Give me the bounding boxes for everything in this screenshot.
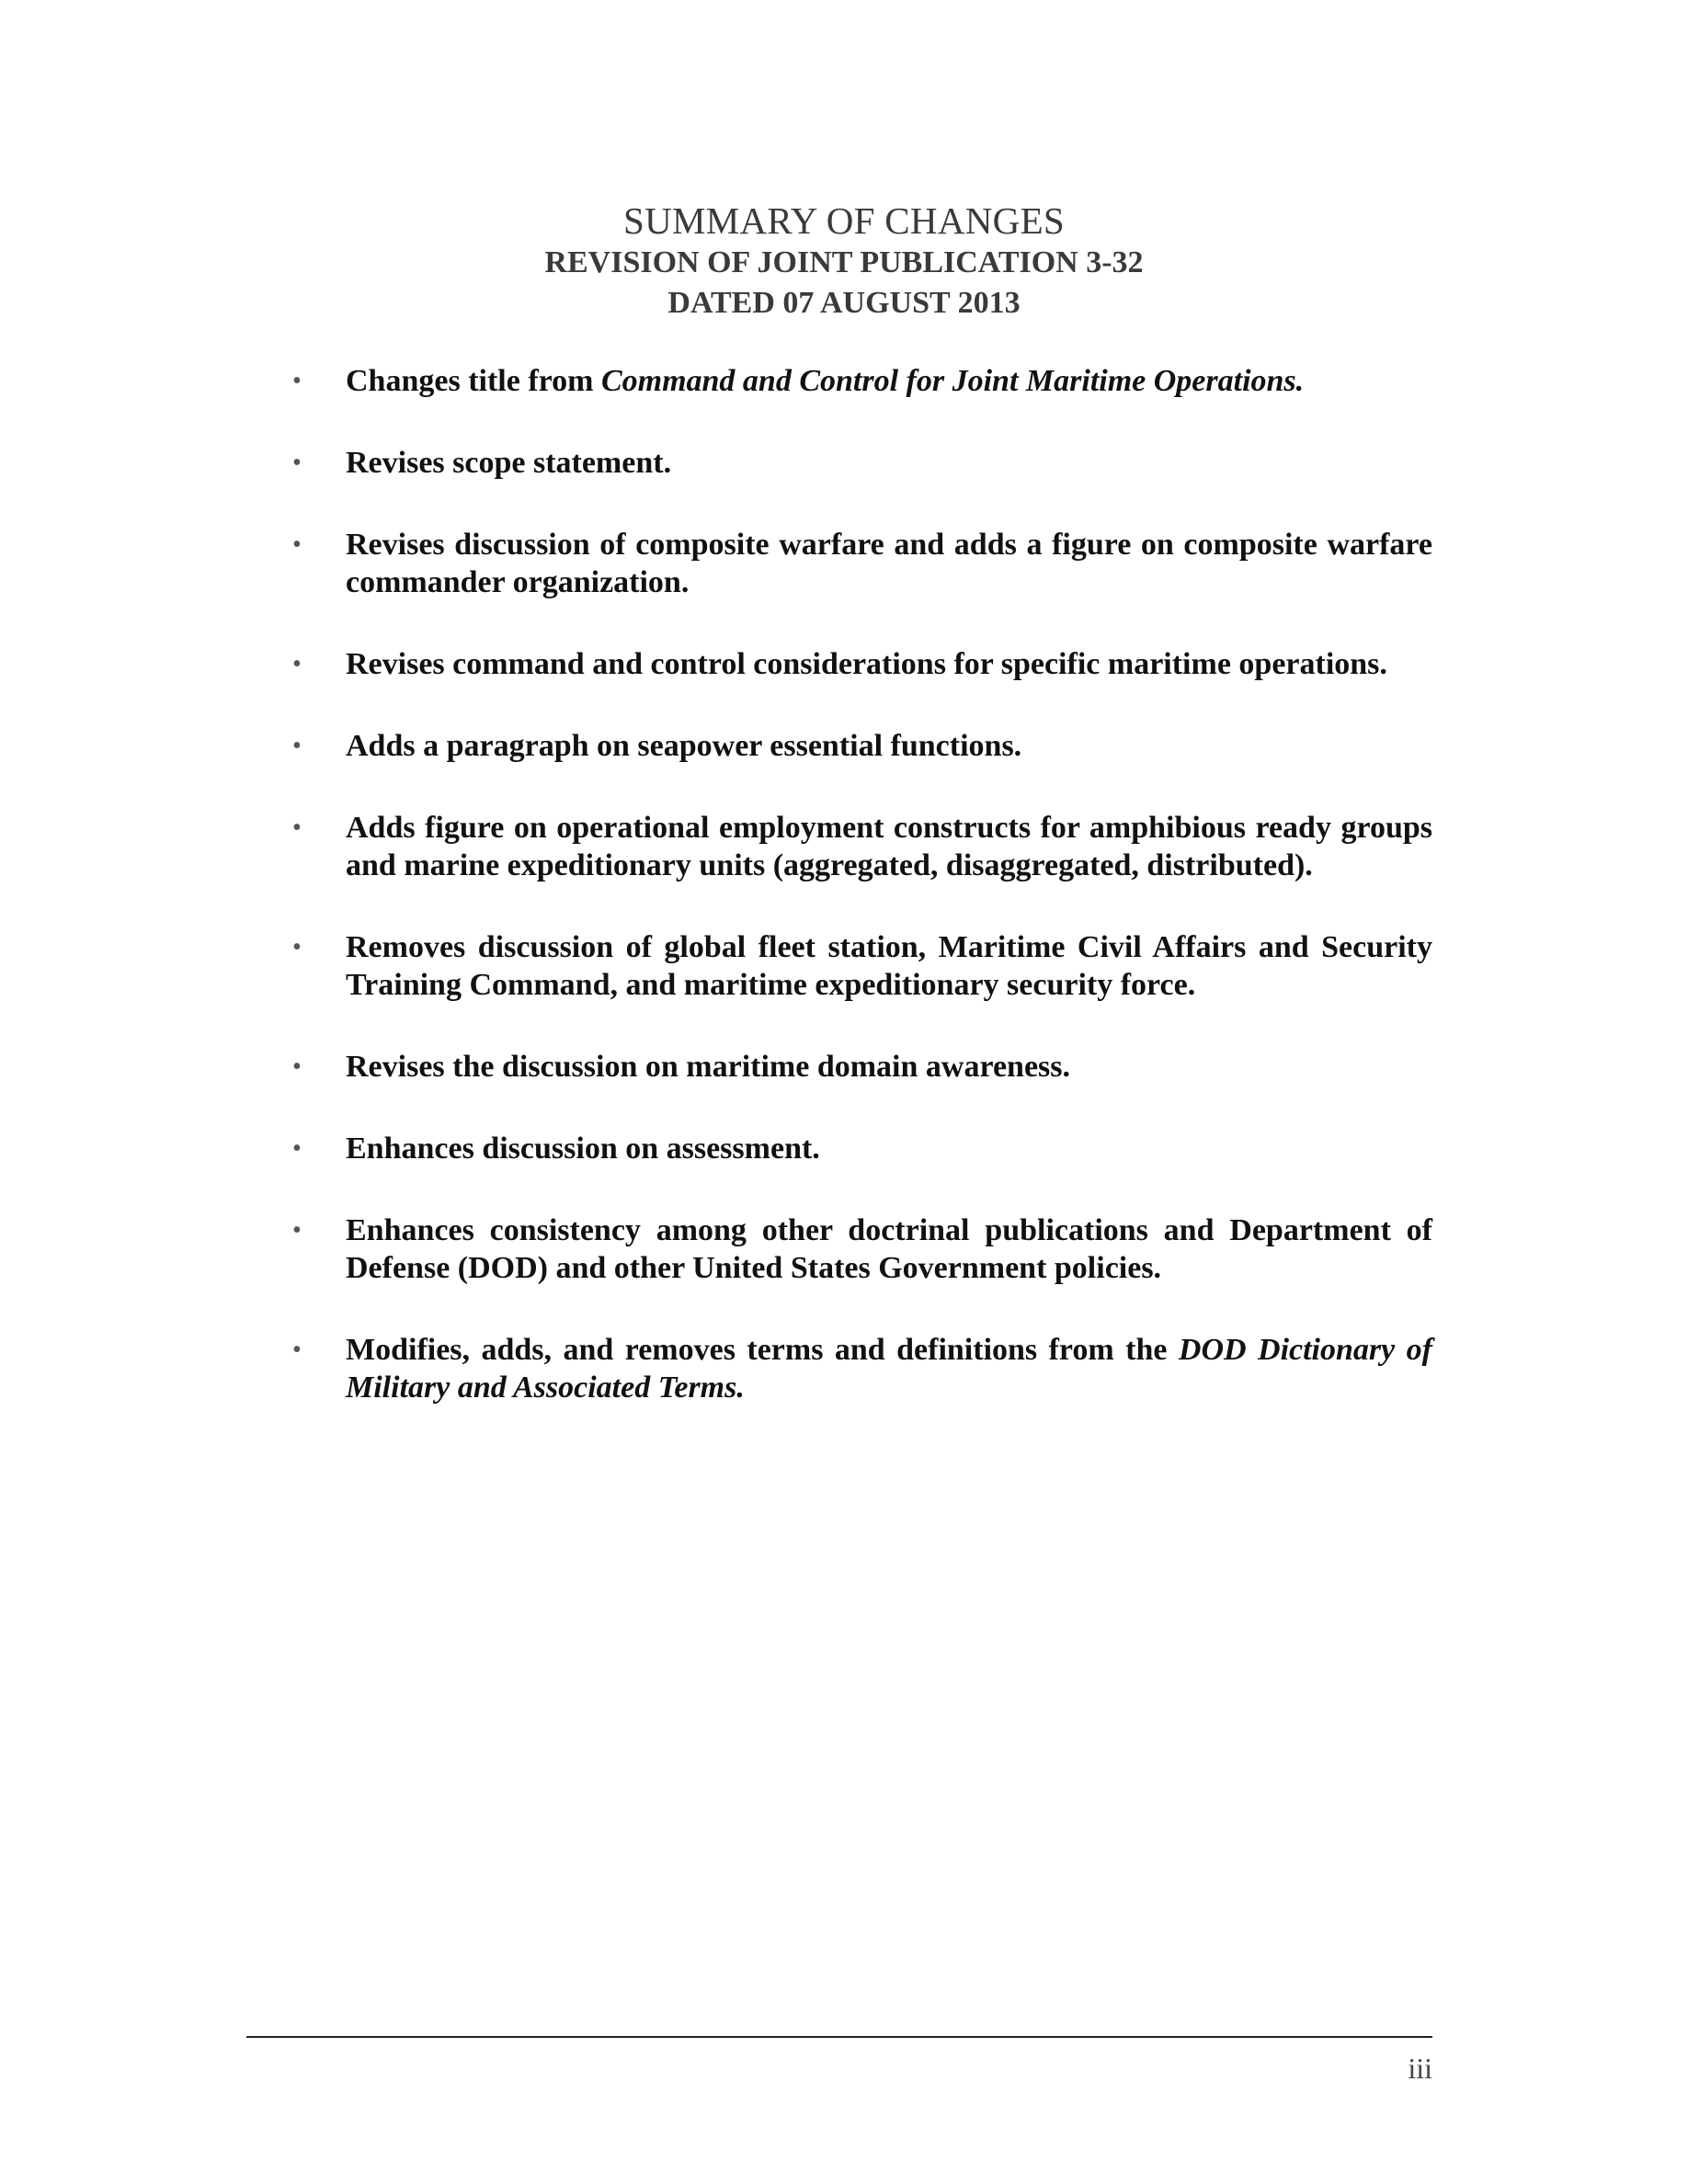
change-text-italic: Command and Control for Joint Maritime Operations.: [600, 364, 1305, 398]
bullet-icon: •: [292, 933, 302, 961]
change-item: [292, 809, 1432, 884]
bullet-icon: •: [292, 650, 302, 678]
footer-rule: [246, 2036, 1432, 2038]
bullet-icon: •: [292, 1336, 302, 1364]
change-text: Revises discussion of composite warfare and adds a figure on composite warfare commander organization.: [346, 528, 1432, 599]
page-header: [0, 199, 1688, 324]
bullet-icon: •: [292, 367, 302, 395]
change-item: [292, 645, 1432, 683]
change-text: Removes discussion of global fleet station, Maritime Civil Affairs and Security Training Command, and maritime expeditionary security force.: [346, 930, 1432, 1002]
bullet-icon: •: [292, 1216, 302, 1245]
change-item: [292, 1048, 1432, 1086]
change-item: [292, 1130, 1432, 1167]
bullet-icon: •: [292, 813, 302, 842]
change-item: [292, 727, 1432, 765]
change-item: [292, 1331, 1432, 1406]
change-text: Modifies, adds, and removes terms and definitions from the: [346, 1333, 1179, 1367]
page-number: iii: [1408, 2052, 1432, 2085]
change-text: Enhances consistency among other doctrinal publications and Department of Defense (DOD) and other United States Government policies.: [346, 1213, 1432, 1285]
bullet-icon: •: [292, 1052, 302, 1081]
page-title: SUMMARY OF CHANGES: [622, 199, 1066, 242]
date-line: DATED 07 AUGUST 2013: [667, 286, 1021, 320]
revision-line: REVISION OF JOINT PUBLICATION 3-32: [544, 245, 1144, 279]
change-item: [292, 928, 1432, 1004]
change-text: Revises command and control considerations for specific maritime operations.: [346, 647, 1387, 681]
change-item: [292, 1211, 1432, 1287]
change-text: Changes title from: [346, 364, 601, 398]
change-text-italic: DOD Dictionary of Military and Associated Terms.: [346, 1333, 1432, 1405]
change-text: Adds a paragraph on seapower essential functions.: [346, 729, 1022, 763]
change-text: Enhances discussion on assessment.: [346, 1132, 820, 1166]
change-item: [292, 526, 1432, 601]
change-text: Adds figure on operational employment constructs for amphibious ready groups and marine expeditionary units (aggregated, disaggregated, distributed).: [346, 811, 1432, 882]
bullet-icon: •: [292, 449, 302, 477]
change-text: Revises the discussion on maritime domain awareness.: [346, 1050, 1070, 1084]
bullet-icon: •: [292, 732, 302, 760]
change-item: [292, 444, 1432, 482]
bullet-icon: •: [292, 530, 302, 559]
changes-list: [292, 362, 1432, 1450]
bullet-icon: •: [292, 1134, 302, 1163]
change-item: [292, 362, 1432, 400]
change-text: Revises scope statement.: [346, 446, 672, 480]
